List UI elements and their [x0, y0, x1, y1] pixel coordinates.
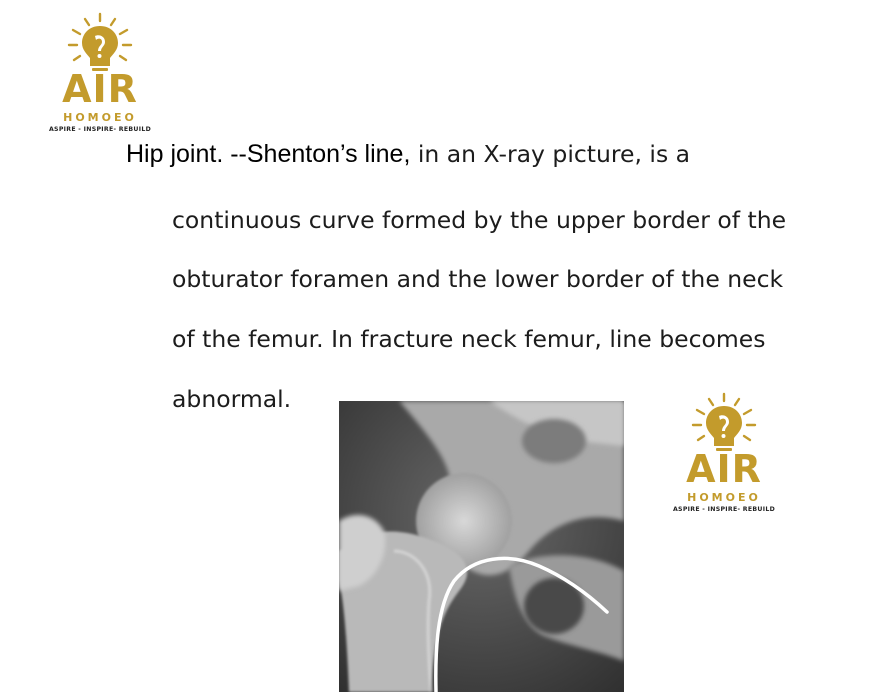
hip-xray-drawing	[339, 401, 624, 692]
air-homoeo-logo-mid	[668, 392, 780, 513]
text-line-2: continuous curve formed by the upper border of the	[172, 206, 787, 234]
logo-mark-text: AIR	[62, 67, 138, 111]
lead-phrase: Hip joint. --Shenton’s line,	[126, 140, 411, 168]
text-line-4: of the femur. In fracture neck femur, line becomes	[172, 325, 766, 353]
text-line-3: obturator foramen and the lower border of the neck	[172, 265, 784, 293]
hip-xray-image	[339, 401, 624, 692]
logo-tagline: ASPIRE - INSPIRE- REBUILD	[672, 506, 776, 513]
logo-subtitle: HOMOEO	[687, 491, 761, 504]
lightbulb-head-icon	[689, 392, 759, 454]
line1-rest: in an X-ray picture, is a	[410, 140, 691, 168]
logo-subtitle: HOMOEO	[63, 111, 137, 124]
text-line-1	[126, 140, 690, 169]
text-line-5: abnormal.	[172, 385, 292, 413]
logo-mark-text: AIR	[686, 447, 762, 491]
air-homoeo-logo-top	[44, 12, 156, 133]
logo-tagline: ASPIRE - INSPIRE- REBUILD	[48, 126, 152, 133]
lightbulb-head-icon	[65, 12, 135, 74]
